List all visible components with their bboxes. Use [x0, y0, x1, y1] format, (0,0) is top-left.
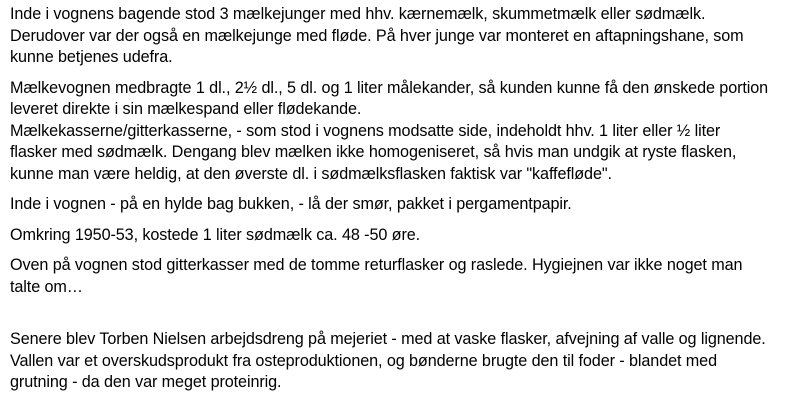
paragraph-return-bottles — [10, 255, 786, 298]
text-line: Inde i vognens bagende stod 3 mælkejunger med hhv. kærnemælk, skummetmælk eller sødmælk. — [10, 5, 706, 23]
paragraph-measuring-jugs — [10, 78, 786, 186]
paragraph-milk-churns — [10, 4, 786, 69]
paragraph-dairy-work — [10, 329, 786, 394]
text-line: Oven på vognen stod gitterkasser med de tomme returflasker og raslede. Hygiejnen var ikke noget man — [10, 256, 743, 274]
text-line: Vallen var et overskudsprodukt fra osteproduktionen, og bønderne brugte den til foder - blandet med — [10, 351, 717, 370]
text-line: grutning - da den var meget proteinrig. — [10, 373, 282, 391]
text-line: Omkring 1950-53, kostede 1 liter sødmælk ca. 48 -50 øre. — [10, 225, 421, 244]
text-line: kunne betjenes udefra. — [10, 48, 173, 66]
paragraph-spacer — [10, 185, 786, 194]
paragraph-spacer — [10, 69, 786, 78]
text-line: leveret direkte i sin mælkespand eller flødekande. — [10, 100, 362, 118]
paragraph-butter-shelf — [10, 194, 786, 216]
paragraph-milk-price — [10, 225, 786, 247]
paragraph-spacer — [10, 246, 786, 255]
text-line: kunne man være heldig, at den øverste dl. i sødmælksflasken faktisk var "kaffefløde". — [10, 164, 612, 183]
text-line: talte om… — [10, 277, 83, 296]
document-body — [10, 4, 786, 394]
text-line: Senere blev Torben Nielsen arbejdsdreng på mejeriet - med at vaske flasker, afvejning af valle og lignende. — [10, 330, 766, 348]
text-line: Mælkevognen medbragte 1 dl., 2½ dl., 5 dl. og 1 liter målekander, så kunden kunne få den ønskede portion — [10, 78, 769, 97]
text-line: Mælkekasserne/gitterkasserne, - som stod i vognens modsatte side, indeholdt hhv. 1 liter eller ½ liter — [10, 121, 721, 140]
paragraph-spacer — [10, 216, 786, 225]
paragraph-spacer — [10, 298, 786, 329]
text-line: Inde i vognen - på en hylde bag bukken, - lå der smør, pakket i pergamentpapir. — [10, 195, 572, 213]
text-line: Derudover var der også en mælkejunge med fløde. På hver junge var monteret en aftapningshane, som — [10, 26, 744, 45]
text-line: flasker med sødmælk. Dengang blev mælken ikke homogeniseret, så hvis man undgik at ryste flasken, — [10, 143, 737, 161]
